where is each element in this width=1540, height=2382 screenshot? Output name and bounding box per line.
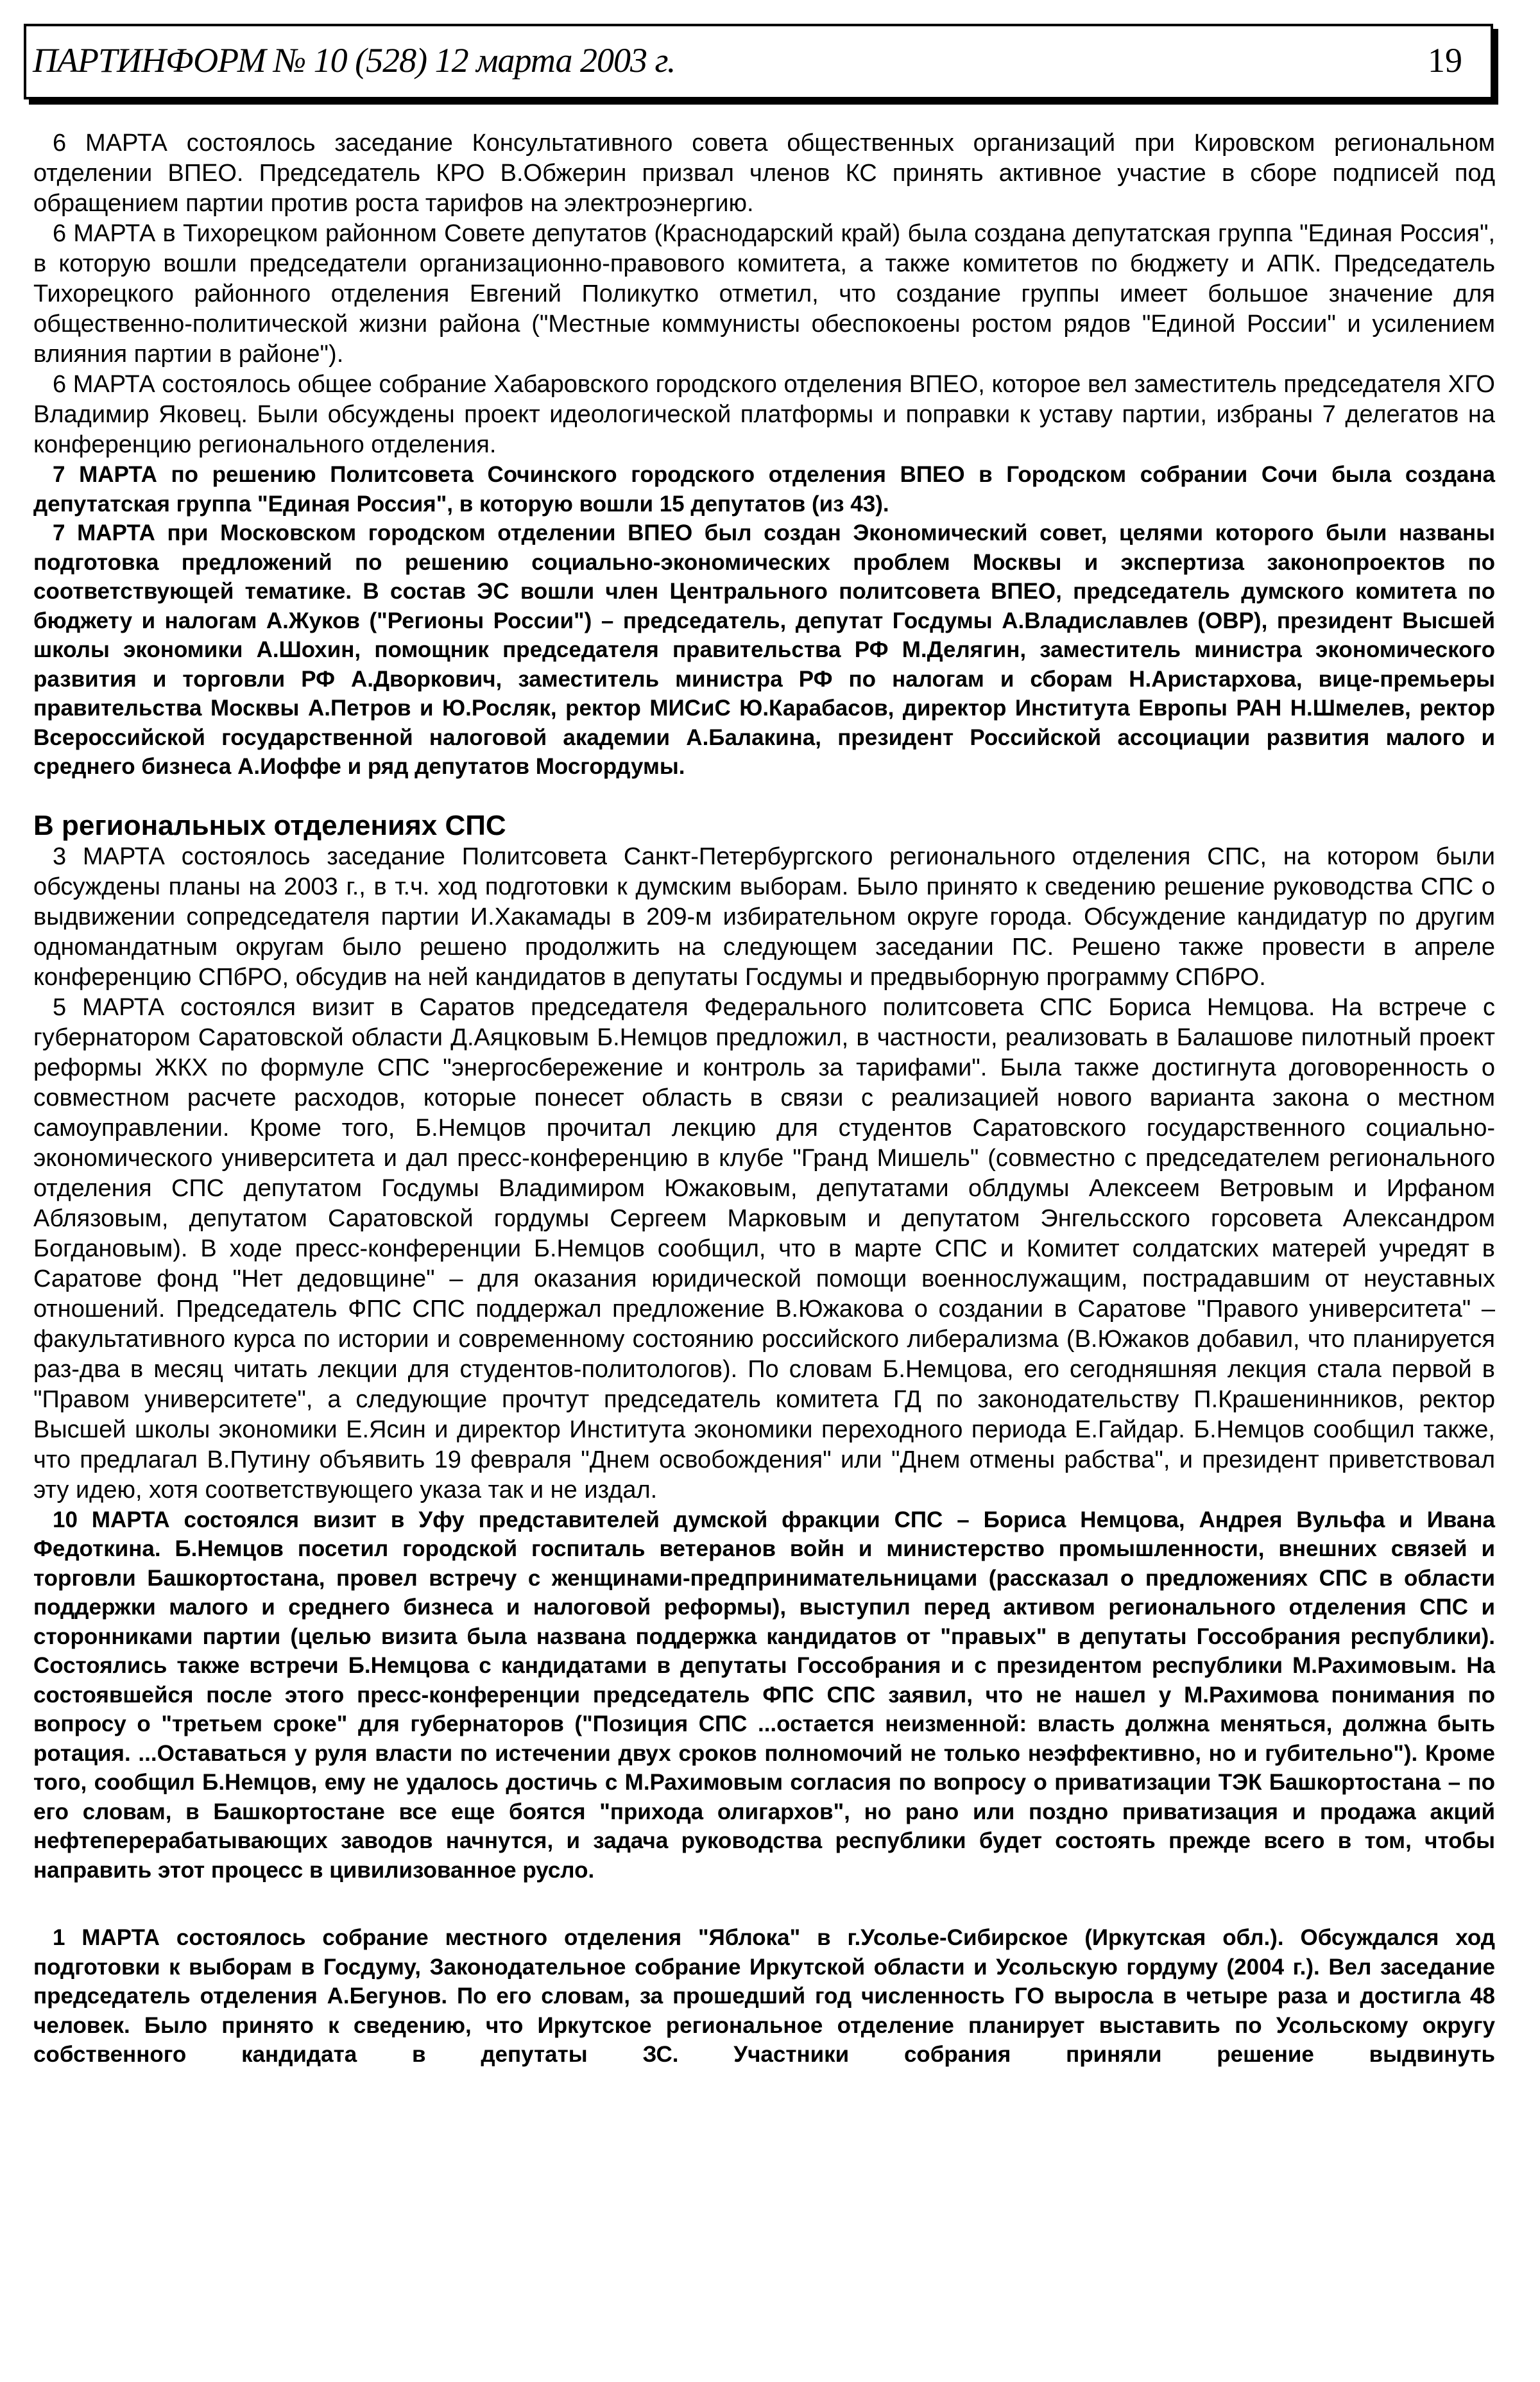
article-body [33,128,1495,2069]
publication-title: ПАРТИНФОРМ № 10 (528) 12 марта 2003 г. [33,41,676,80]
section-heading: В региональных отделениях СПС [33,809,506,841]
news-paragraph-bold: 10 МАРТА состоялся визит в Уфу представителей думской фракции СПС – Бориса Немцова, Андрея Вульфа и Ивана Федоткина. Б.Немцов посетил городской госпиталь ветеранов войн и министерство промышленности, внешних связей и торговли Башкортостана, провел встречу с женщинами-предпринимательницами (рассказал о предложениях СПС в области поддержки малого и среднего бизнеса и налоговой реформы), выступил перед активом регионального отделения СПС и сторонниками партии (целью визита была названа поддержка кандидатов от "правых" в депутаты Госсобрания республики). Состоялись также встречи Б.Немцова с кандидатами в депутаты Госсобрания и с президентом республики М.Рахимовым. На состоявшейся после этого пресс-конференции председатель ФПС СПС заявил, что не нашел у М.Рахимова понимания по вопросу о "третьем сроке" для губернаторов ("Позиция СПС ...остается неизменной: власть должна меняться, должна быть ротация. ...Оставаться у руля власти по истечении двух сроков полномочий не только неэффективно, но и губительно"). Кроме того, сообщил Б.Немцов, ему не удалось достичь с М.Рахимовым согласия по вопросу о приватизации ТЭК Башкортостана – по его словам, в Башкортостане все еще боятся "прихода олигархов", но рано или поздно приватизация и продажа акций нефтеперерабатывающих заводов начнутся, и задача руководства республики будет состоять прежде всего в том, чтобы направить этот процесс в цивилизованное русло. [33,1507,1495,1883]
news-paragraph: 6 МАРТА в Тихорецком районном Совете депутатов (Краснодарский край) была создана депутатская группа "Единая Россия", в которую вошли председатели организационно-правового комитета, а также комитетов по бюджету и АПК. Председатель Тихорецкого районного отделения Евгений Поликутко отметил, что создание группы имеет большое значение для общественно-политической жизни района ("Местные коммунисты обеспокоены ростом рядов "Единой России" и усилением влияния партии в районе"). [33,220,1495,368]
page-header [24,24,1493,99]
news-paragraph-bold: 7 МАРТА при Московском городском отделении ВПЕО был создан Экономический совет, целями которого были названы подготовка предложений по решению социально-экономических проблем Москвы и экспертиза законопроектов по соответствующей тематике. В состав ЭС вошли член Центрального политсовета ВПЕО, председатель думского комитета по бюджету и налогам А.Жуков ("Регионы России") – председатель, депутат Госдумы А.Владиславлев (ОВР), президент Высшей школы экономики А.Шохин, помощник председателя правительства РФ М.Делягин, заместитель министра экономического развития и торговли РФ А.Дворкович, заместитель министра РФ по налогам и сборам Н.Аристархова, вице-премьеры правительства Москвы А.Петров и Ю.Росляк, ректор МИСиС Ю.Карабасов, директор Института Европы РАН Н.Шмелев, ректор Всероссийской государственной налоговой академии А.Балакина, президент Российской ассоциации развития малого и среднего бизнеса А.Иоффе и ряд депутатов Мосгордумы. [33,520,1495,779]
news-paragraph: 6 МАРТА состоялось заседание Консультативного совета общественных организаций при Кировском региональном отделении ВПЕО. Председатель КРО В.Обжерин призвал членов КС принять активное участие в сборе подписей под обращением партии против роста тарифов на электроэнергию. [33,130,1495,217]
news-paragraph: 5 МАРТА состоялся визит в Саратов председателя Федерального политсовета СПС Бориса Немцова. На встрече с губернатором Саратовской области Д.Аяцковым Б.Немцов предложил, в частности, реализовать в Балашове пилотный проект реформы ЖКХ по формуле СПС "энергосбережение и контроль за тарифами". Была также достигнута договоренность о совместном расчете расходов, которые понесет область в связи с реализацией нового варианта закона о местном самоуправлении. Кроме того, Б.Немцов прочитал лекцию для студентов Саратовского государственного социально-экономического университета и дал пресс-конференцию в клубе "Гранд Мишель" (совместно с председателем регионального отделения СПС депутатом Госдумы Владимиром Южаковым, депутатами облдумы Алексеем Ветровым и Ирфаном Аблязовым, депутатом Саратовской гордумы Сергеем Марковым и депутатом Энгельсского горсовета Александром Богдановым). В ходе пресс-конференции Б.Немцов сообщил, что в марте СПС и Комитет солдатских матерей учредят в Саратове фонд "Нет дедовщине" – для оказания юридической помощи военнослужащим, пострадавшим от неуставных отношений. Председатель ФПС СПС поддержал предложение В.Южакова о создании в Саратове "Правого университета" – факультативного курса по истории и современному состоянию российского либерализма (В.Южаков добавил, что планируется раз-два в месяц читать лекции для студентов-политологов). По словам Б.Немцова, его сегодняшняя лекция стала первой в "Правом университете", а следующие прочтут председатель комитета ГД по законодательству П.Крашенинников, ректор Высшей школы экономики Е.Ясин и директор Института экономики переходного периода Е.Гайдар. Б.Немцов сообщил также, что предлагал В.Путину объявить 19 февраля "Днем освобождения" или "Днем отмены рабства", и президент приветствовал эту идею, хотя соответствующего указа так и не издал. [33,993,1495,1504]
news-paragraph-bold: 7 МАРТА по решению Политсовета Сочинского городского отделения ВПЕО в Городском собрании Сочи была создана депутатская группа "Единая Россия", в которую вошли 15 депутатов (из 43). [33,462,1495,517]
news-paragraph: 3 МАРТА состоялось заседание Политсовета Санкт-Петербургского регионального отделения СПС, на котором были обсуждены планы на 2003 г., в т.ч. ход подготовки к думским выборам. Было принято к сведению решение руководства СПС о выдвижении сопредседателя партии И.Хакамады в 209-м избирательном округе города. Обсуждение кандидатур по другим одномандатным округам было решено продолжить на следующем заседании ПС. Решено также провести в апреле конференцию СПбРО, обсудив на ней кандидатов в депутаты Госдумы и предвыборную программу СПбРО. [33,843,1495,991]
news-paragraph-bold: 1 МАРТА состоялось собрание местного отделения "Яблока" в г.Усолье-Сибирское (Иркутская обл.). Обсуждался ход подготовки к выборам в Госдуму, Законодательное собрание Иркутской области и Усольскую гордуму (2004 г.). Вел заседание председатель отделения А.Бегунов. По его словам, за прошедший год численность ГО выросла в четыре раза и достигла 48 человек. Было принято к сведению, что Иркутское региональное отделение планирует выставить по Усольскому округу собственного кандидата в депутаты ЗС. Участники собрания приняли решение выдвинуть [33,1925,1495,2067]
page-number: 19 [1428,41,1462,80]
news-paragraph: 6 МАРТА состоялось общее собрание Хабаровского городского отделения ВПЕО, которое вел заместитель председателя ХГО Владимир Яковец. Были обсуждены проект идеологической платформы и поправки к уставу партии, избраны 7 делегатов на конференцию регионального отделения. [33,371,1495,458]
